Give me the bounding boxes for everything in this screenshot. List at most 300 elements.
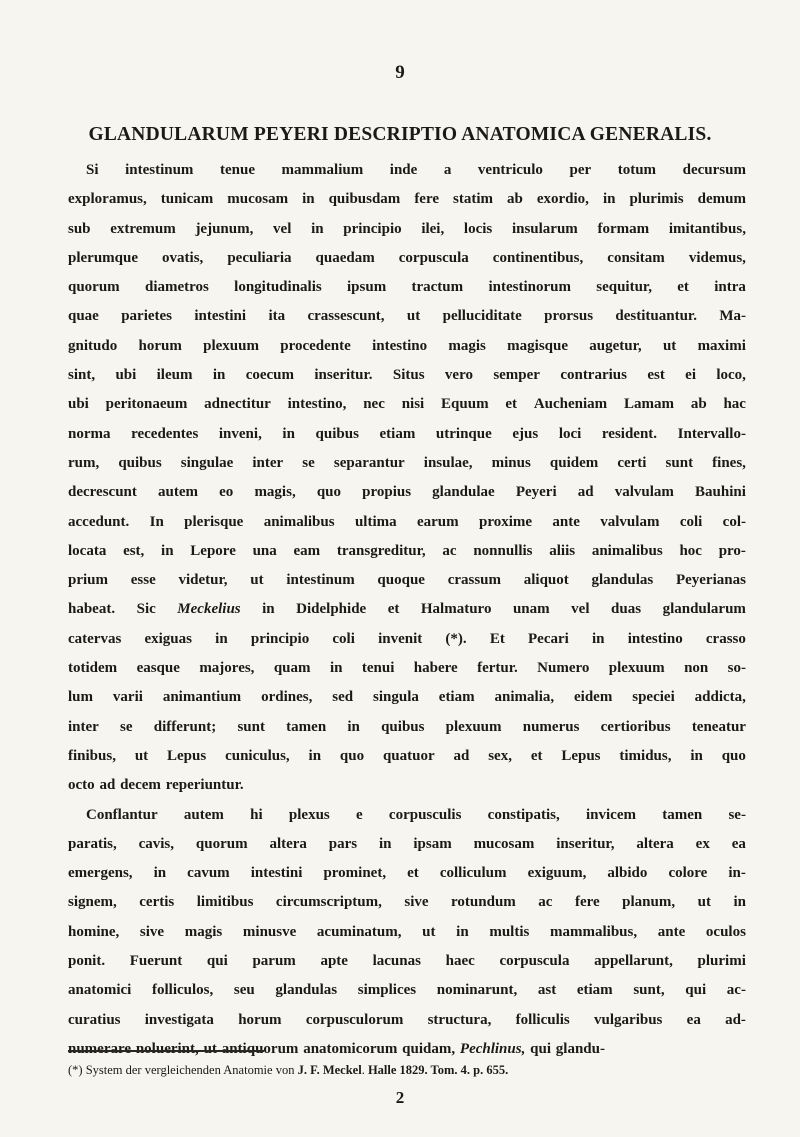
text-line (68, 947, 746, 976)
word: in (690, 747, 703, 764)
word: certioribus (600, 718, 671, 735)
word: plexus (288, 806, 330, 823)
word: finibus, (68, 747, 116, 764)
word: aliis (549, 542, 576, 559)
word: minusve (242, 923, 297, 940)
word: numerus (522, 718, 580, 735)
word: quibus (381, 718, 425, 735)
word: transgreditur, (336, 542, 426, 559)
word: sequitur, (596, 279, 652, 296)
text-line (68, 302, 746, 331)
text-line (68, 801, 746, 830)
word: folliculis (515, 1011, 570, 1028)
word: mammalibus, (550, 923, 638, 940)
word: in (456, 923, 469, 940)
word: tamen (286, 718, 327, 735)
word: ileum (156, 367, 193, 384)
word: et (505, 396, 518, 413)
word: Lepore (190, 542, 236, 559)
word: limitibus (196, 894, 254, 911)
word: principio (343, 220, 402, 237)
word: glandu- (555, 1040, 605, 1057)
word: coecum (245, 367, 294, 384)
word: mucosam (227, 191, 289, 208)
word: procedente (280, 337, 351, 354)
word: ei (685, 367, 696, 384)
word: tenue (219, 162, 255, 178)
word: statim (453, 191, 494, 208)
word: eidem (574, 689, 613, 706)
word: valvulam (600, 513, 660, 530)
word: insulae, (423, 454, 473, 471)
word: intestino (372, 337, 428, 354)
word: emergens, (68, 865, 133, 882)
word: adnectitur (204, 396, 271, 413)
word: Equum (441, 396, 489, 413)
word: extremum (110, 220, 176, 237)
word: parum (252, 953, 296, 970)
word: earum (416, 513, 459, 530)
footnote-rule (68, 1050, 264, 1052)
word: singula (373, 689, 419, 706)
text-line (68, 449, 746, 478)
word: resident. (601, 425, 658, 442)
word: autem (158, 484, 199, 501)
word: separantur (333, 454, 405, 471)
word: in (602, 191, 616, 208)
word: diametros (144, 279, 209, 296)
word: animalibus (263, 513, 335, 530)
word: non (684, 660, 709, 677)
word: prium (68, 572, 109, 589)
word: intestino, (287, 396, 347, 413)
word: quam (273, 660, 311, 677)
word: maximi (697, 337, 746, 354)
word: ad (99, 777, 116, 794)
word: quaedam (315, 249, 375, 266)
word: exiguum, (527, 865, 587, 882)
word: corpusculorum (305, 1011, 404, 1028)
word: insularum (511, 220, 578, 237)
word: inter (252, 454, 284, 471)
word: colore (668, 865, 708, 882)
word: Pechlinus, (459, 1040, 526, 1057)
word: ipsum (347, 279, 387, 296)
word: ac- (726, 982, 746, 999)
word: ut (422, 923, 436, 940)
word: certi (617, 454, 647, 471)
word: in (262, 601, 275, 618)
word: ut (662, 337, 677, 354)
word: coli (332, 630, 355, 647)
word: loci (558, 425, 582, 442)
word: in (347, 718, 360, 735)
word: inveni, (218, 425, 262, 442)
word: propius (362, 484, 412, 501)
word: Lamam (624, 396, 674, 413)
word: cavum (187, 865, 230, 882)
word: in (161, 542, 174, 559)
word: in (308, 747, 322, 764)
word: cavis, (138, 835, 175, 852)
word: quatuor (382, 747, 435, 764)
word: coli (679, 513, 703, 530)
word: utrinque (435, 425, 492, 442)
text-line (68, 478, 746, 507)
word: hi (250, 806, 263, 823)
word: unam (512, 601, 550, 618)
word: semper (493, 367, 540, 384)
word: easque (136, 660, 180, 677)
word: videmus, (688, 249, 746, 266)
word: magis (184, 923, 223, 940)
word: glandulas (591, 572, 654, 589)
text-line (68, 244, 746, 273)
word: in (329, 660, 343, 677)
text-line (68, 332, 746, 361)
word: fines, (712, 454, 746, 471)
word: ponit. (68, 953, 106, 970)
paragraph-1 (68, 156, 746, 801)
word: sunt (665, 454, 694, 471)
word: ac (538, 894, 553, 911)
word: ea (686, 1011, 701, 1028)
word: crassescunt, (307, 308, 385, 325)
word: animalibus (591, 542, 663, 559)
word: inseritur, (556, 835, 615, 852)
word: quo (316, 484, 341, 501)
word: ab (507, 191, 523, 208)
word: nisi (401, 396, 425, 413)
word: exploramus, (68, 191, 147, 208)
word: Et (489, 630, 505, 647)
word: sunt, (633, 982, 665, 999)
text-line (68, 742, 746, 771)
word: autem (183, 806, 224, 823)
word: locis (463, 220, 493, 237)
word: timidus, (619, 747, 672, 764)
word: etiam (379, 425, 416, 442)
word: in (153, 865, 167, 882)
word: exiguas (144, 630, 192, 647)
word: ilei, (421, 220, 445, 237)
text-line (68, 1006, 746, 1035)
word: plurimis (629, 191, 684, 208)
word: folliculos, (151, 982, 214, 999)
word: nominarunt, (436, 982, 518, 999)
word: quibus (118, 454, 162, 471)
word: colliculum (439, 865, 507, 882)
word: esse (130, 572, 156, 589)
word: plexuum (203, 337, 259, 354)
word: sint, (68, 367, 96, 384)
word: continentibus, (492, 249, 584, 266)
word: se (302, 454, 315, 471)
word: mucosam (473, 835, 535, 852)
word: valvulam (614, 484, 674, 501)
word: inseritur. (314, 367, 373, 384)
word: so- (727, 660, 746, 677)
word: ut (406, 308, 421, 325)
word: tractum (411, 279, 464, 296)
word: peculiaria (227, 249, 292, 266)
word: Lepus (561, 747, 601, 764)
word: mammalium (281, 162, 364, 178)
word: numerare (68, 1040, 132, 1057)
body-text (68, 156, 746, 1064)
word: varii (112, 689, 143, 706)
word: decursum (682, 162, 746, 178)
word: Conflantur (86, 806, 158, 823)
word: qui (530, 1040, 551, 1057)
word: col- (722, 513, 746, 530)
word: totum (617, 162, 657, 178)
word: habere (413, 660, 458, 677)
word: rotundum (451, 894, 516, 911)
word: etiam (438, 689, 475, 706)
word: glandulas (275, 982, 338, 999)
word: Bauhini (695, 484, 746, 501)
word: ipsam (413, 835, 452, 852)
word: magis, (254, 484, 296, 501)
word: ovatis, (162, 249, 204, 266)
word: duas (611, 601, 642, 618)
word: ubi (115, 367, 137, 384)
word: noluerint, (135, 1040, 199, 1057)
text-line (68, 537, 746, 566)
word: pars (328, 835, 358, 852)
word: loco, (716, 367, 746, 384)
word: qui (206, 953, 228, 970)
word: locata (68, 542, 107, 559)
word: speciei (632, 689, 675, 706)
word: quoque (377, 572, 425, 589)
word: est, (123, 542, 145, 559)
word: imitantibus, (668, 220, 746, 237)
text-line (68, 156, 746, 185)
word: in (733, 894, 746, 911)
word: signem, (68, 894, 117, 911)
text-line (68, 830, 746, 859)
word: ut (697, 894, 711, 911)
text-line (68, 976, 746, 1005)
word: vel (273, 220, 292, 237)
text-line (68, 888, 746, 917)
text-line (68, 361, 746, 390)
word: apte (320, 953, 348, 970)
word: ventriculo (477, 162, 543, 178)
word: in (378, 835, 392, 852)
word: Numero (537, 660, 590, 677)
word: ac (442, 542, 457, 559)
word: et (530, 747, 543, 764)
word: Meckelius (177, 601, 241, 618)
word: et (677, 279, 689, 296)
word: animantium (162, 689, 242, 706)
word: sex, (488, 747, 512, 764)
word: quo (339, 747, 365, 764)
text-line (68, 215, 746, 244)
word: ad- (725, 1011, 746, 1028)
word: reperiuntur. (165, 777, 244, 794)
word: sunt (237, 718, 265, 735)
word: intra (714, 279, 746, 296)
word: pelluciditate (442, 308, 522, 325)
word: ordines, (261, 689, 313, 706)
word: in (282, 425, 295, 442)
word: catervas (68, 630, 122, 647)
word: ita (268, 308, 286, 325)
word: ea (731, 835, 746, 852)
text-line (68, 390, 746, 419)
word: quidem (549, 454, 599, 471)
text-line (68, 771, 746, 800)
word: teneatur (691, 718, 746, 735)
word: invenit (378, 630, 423, 647)
word: et (407, 865, 419, 882)
word: seu (233, 982, 255, 999)
text-line (68, 859, 746, 888)
word: qui (685, 982, 707, 999)
page-heading: GLANDULARUM PEYERI DESCRIPTIO ANATOMICA GENERALIS. (88, 124, 712, 145)
word: plexuum (608, 660, 665, 677)
word: aliquot (523, 572, 569, 589)
word: homine, (68, 923, 120, 940)
word: fertur. (477, 660, 518, 677)
word: gnitudo (68, 337, 118, 354)
word: invicem (585, 806, 636, 823)
word: octo (68, 777, 95, 794)
word: nec (363, 396, 385, 413)
word: decrescunt (68, 484, 137, 501)
signature-mark: 2 (395, 1088, 405, 1107)
word: glandulae (432, 484, 495, 501)
word: anatomicorum (303, 1040, 398, 1057)
word: multis (489, 923, 530, 940)
word: Pecari (528, 630, 569, 647)
word: in (215, 630, 228, 647)
word: tamen (662, 806, 703, 823)
word: habeat. (68, 601, 116, 618)
word: albido (607, 865, 648, 882)
word: ab (690, 396, 707, 413)
word: Peyerianas (675, 572, 746, 589)
word: fere (414, 191, 440, 208)
word: simplices (357, 982, 417, 999)
word: oculos (705, 923, 746, 940)
word: horum (138, 337, 182, 354)
word: horum (238, 1011, 282, 1028)
word: quidam, (402, 1040, 456, 1057)
word: demum (697, 191, 746, 208)
word: intestinum (286, 572, 355, 589)
word: structura, (427, 1011, 492, 1028)
word: intestinum (125, 162, 194, 178)
paragraph-2 (68, 801, 746, 1065)
word: Intervallo- (677, 425, 746, 442)
word: anatomici (68, 982, 132, 999)
text-line (68, 185, 746, 214)
word: corpusculis (388, 806, 462, 823)
word: circumscriptum, (275, 894, 382, 911)
word: Didelphide (296, 601, 367, 618)
word: corpuscula (499, 953, 570, 970)
word: Lepus (167, 747, 207, 764)
word: se (120, 718, 133, 735)
word: corpuscula (398, 249, 469, 266)
word: intestini (250, 865, 303, 882)
word: in (212, 367, 226, 384)
word: peritonaeum (105, 396, 188, 413)
word: addicta, (694, 689, 746, 706)
text-line (68, 566, 746, 595)
word: norma (68, 425, 111, 442)
word: cuniculus, (225, 747, 290, 764)
word: ultima (354, 513, 397, 530)
word: quae (68, 308, 99, 325)
word: hac (723, 396, 746, 413)
word: prominet, (323, 865, 387, 882)
word: crassum (447, 572, 502, 589)
word: in (592, 630, 605, 647)
word: majores, (199, 660, 255, 677)
word: destituantur. (615, 308, 697, 325)
word: lacunas (372, 953, 421, 970)
word: quorum (68, 279, 120, 296)
word: se- (728, 806, 746, 823)
word: formam (597, 220, 650, 237)
text-line (68, 683, 746, 712)
text-line (68, 654, 746, 683)
word: prorsus (544, 308, 594, 325)
word: eam (293, 542, 321, 559)
word: tenui (361, 660, 395, 677)
word: altera (636, 835, 674, 852)
word: ubi (68, 396, 89, 413)
word: magis (448, 337, 486, 354)
word: una (252, 542, 277, 559)
word: differunt; (153, 718, 217, 735)
word: ad (577, 484, 594, 501)
word: quibus (315, 425, 359, 442)
word: Sic (136, 601, 156, 618)
word: longitudinalis (234, 279, 322, 296)
word: quorum (195, 835, 248, 852)
word: Ma- (719, 308, 746, 325)
word: antiquorum (221, 1040, 299, 1057)
word: magisque (507, 337, 568, 354)
word: hoc (679, 542, 702, 559)
word: vel (571, 601, 590, 618)
word: e (356, 806, 363, 823)
word: in (302, 191, 315, 208)
word: ut (250, 572, 264, 589)
word: in (311, 220, 324, 237)
word: Aucheniam (533, 396, 608, 413)
footnote: (*) System der vergleichenden Anatomie von J. F. Meckel. Halle 1829. Tom. 4. p. 655. (68, 1063, 509, 1077)
word: consitam (607, 249, 665, 266)
word: sive (139, 923, 165, 940)
word: pro- (718, 542, 746, 559)
word: ex (695, 835, 710, 852)
word: vulgaribus (594, 1011, 663, 1028)
word: plerumque (68, 249, 139, 266)
word: ante (552, 513, 580, 530)
word: ut (203, 1040, 217, 1057)
word: sive (404, 894, 429, 911)
word: exordio, (536, 191, 589, 208)
word: est (647, 367, 665, 384)
